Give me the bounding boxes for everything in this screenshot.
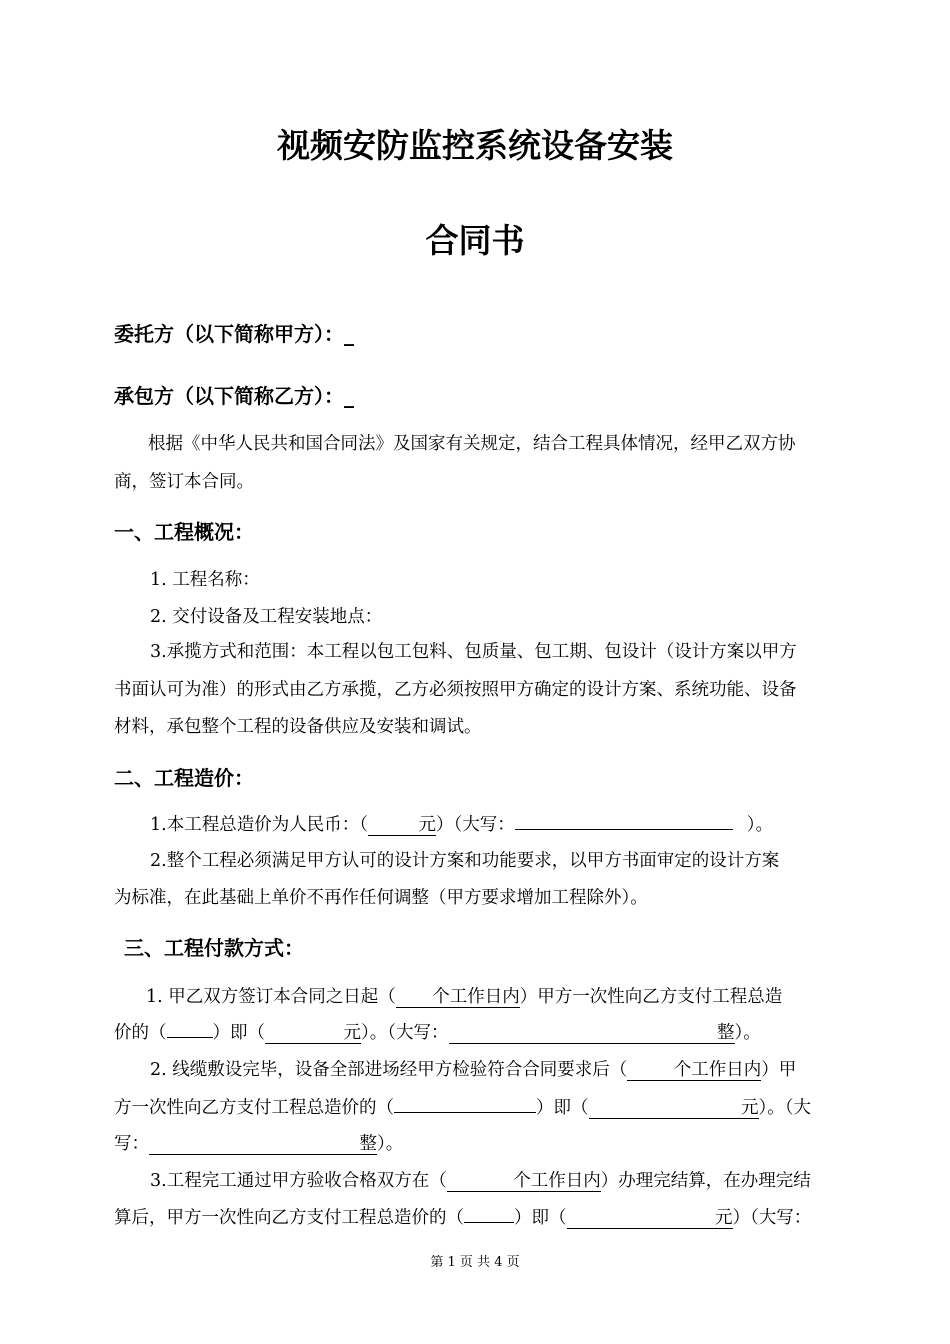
s3-p1-line1 — [146, 983, 782, 1008]
s3-p2-d: ）即（ — [536, 1098, 589, 1118]
s3-p2-pct-blank — [394, 1112, 536, 1113]
s3-p3-c: 算后，甲方一次性向乙方支付工程总造价的（ — [114, 1208, 464, 1228]
s3-p2-days-blank: 个工作日内 — [627, 1060, 761, 1081]
s3-p2-daxie-blank: 整 — [149, 1134, 377, 1155]
doc-title-line2: 合同书 — [425, 221, 525, 260]
party-b: 承包方（以下简称乙方）：_ — [114, 384, 354, 408]
s3-p2-suffix: ）甲 — [761, 1060, 797, 1080]
s1-item3-line3: 材料，承包整个工程的设备供应及安装和调试。 — [114, 717, 482, 737]
section3-heading: 三、工程付款方式： — [124, 936, 304, 960]
s3-p1-line2 — [114, 1019, 761, 1044]
s2-item1-mid: ）（大写： — [435, 815, 515, 835]
s1-item1: 1. 工程名称： — [150, 570, 260, 590]
s3-p3-pct-blank — [464, 1222, 514, 1223]
s3-p3-suffix: ）办理完结算，在办理完结 — [600, 1171, 811, 1191]
s2-item2-line2: 为标准，在此基础上单价不再作任何调整（甲方要求增加工程除外）。 — [114, 888, 648, 908]
page-footer: 第 1 页 共 4 页 — [430, 1255, 520, 1270]
s1-item2: 2. 交付设备及工程安装地点： — [150, 607, 383, 627]
s3-p3-line2 — [114, 1204, 811, 1229]
s2-item1-suffix: ）。 — [746, 815, 773, 835]
s2-daxie-blank — [515, 829, 733, 830]
s3-p2-line3 — [114, 1130, 403, 1155]
s3-p1-e: ）。（大写： — [361, 1023, 449, 1043]
s2-item1 — [150, 811, 773, 836]
s3-p1-pct-blank — [167, 1037, 213, 1038]
s3-p2-line1 — [150, 1056, 796, 1081]
s3-p2-f: 写： — [114, 1134, 149, 1154]
s3-p1-suffix: ）甲方一次性向乙方支付工程总造 — [519, 987, 783, 1007]
intro-line1: 根据《中华人民共和国合同法》及国家有关规定，结合工程具体情况，经甲乙双方协 — [148, 434, 796, 454]
party-a: 委托方（以下简称甲方）：_ — [114, 322, 354, 346]
s1-item3-line1: 3.承揽方式和范围：本工程以包工包料、包质量、包工期、包设计（设计方案以甲方 — [150, 642, 797, 662]
s1-item3-line2: 书面认可为准）的形式由乙方承揽，乙方必须按照甲方确定的设计方案、系统功能、设备 — [114, 680, 797, 700]
s3-p3-prefix: 3.工程完工通过甲方验收合格双方在（ — [150, 1171, 447, 1191]
s3-p2-g: ）。 — [377, 1134, 404, 1154]
s3-p3-days-blank: 个工作日内 — [447, 1171, 601, 1192]
s3-p2-prefix: 2. 线缆敷设完毕，设备全部进场经甲方检验符合合同要求后（ — [150, 1060, 628, 1080]
s3-p1-d: ）即（ — [212, 1023, 265, 1043]
s3-p3-line1 — [150, 1167, 811, 1192]
section1-heading: 一、工程概况： — [114, 520, 254, 544]
intro-line2: 商，签订本合同。 — [114, 472, 254, 492]
s2-item2-line1: 2.整个工程必须满足甲方认可的设计方案和功能要求，以甲方书面审定的设计方案 — [150, 851, 780, 871]
s3-p1-prefix: 1. 甲乙双方签订本合同之日起（ — [146, 987, 396, 1007]
s3-p2-e: ）。（大 — [758, 1098, 811, 1118]
s2-item1-prefix: 1.本工程总造价为人民币：（ — [150, 815, 368, 835]
s3-p1-daxie-blank: 整 — [449, 1023, 735, 1044]
s3-p2-amt-blank: 元 — [589, 1098, 759, 1119]
doc-title-line1: 视频安防监控系统设备安装 — [277, 126, 673, 165]
s3-p1-days-blank: 个工作日内 — [396, 987, 520, 1008]
s3-p3-e: ）（大写： — [732, 1208, 812, 1228]
s3-p1-amt-blank: 元 — [265, 1023, 361, 1044]
section2-heading: 二、工程造价： — [114, 766, 254, 790]
s3-p1-c: 价的（ — [114, 1023, 167, 1043]
s3-p3-amt-blank: 元 — [567, 1208, 733, 1229]
s2-price-blank: 元 — [368, 815, 436, 836]
s3-p2-c: 方一次性向乙方支付工程总造价的（ — [114, 1098, 394, 1118]
s3-p2-line2 — [114, 1094, 811, 1119]
s3-p3-d: ）即（ — [514, 1208, 567, 1228]
s3-p1-f: ）。 — [734, 1023, 761, 1043]
